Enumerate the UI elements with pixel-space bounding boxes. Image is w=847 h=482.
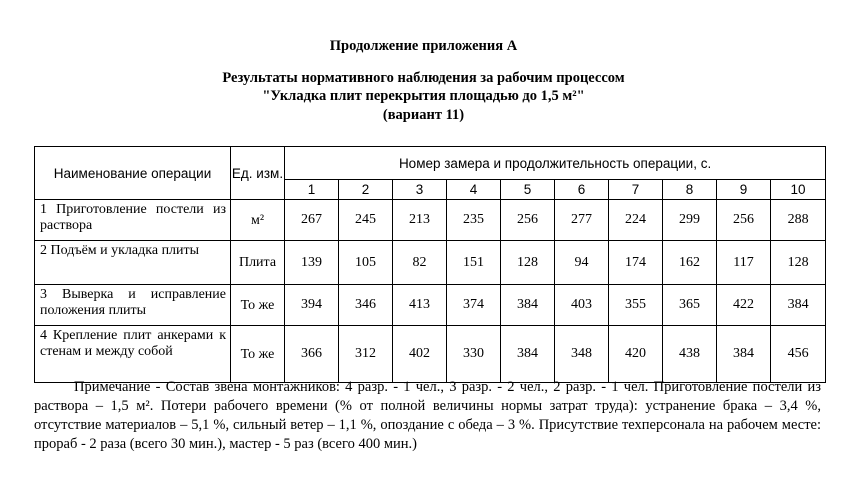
measurement-value: 94 — [555, 241, 609, 285]
measurement-value: 355 — [609, 285, 663, 326]
measurement-value: 128 — [501, 241, 555, 285]
measurement-value: 117 — [717, 241, 771, 285]
measurement-value: 174 — [609, 241, 663, 285]
measurement-value: 374 — [447, 285, 501, 326]
measurement-value: 288 — [771, 200, 826, 241]
operation-unit: Плита — [231, 241, 285, 285]
measurement-value: 413 — [393, 285, 447, 326]
appendix-heading: Продолжение приложения А — [329, 38, 518, 54]
measurement-value: 402 — [393, 326, 447, 383]
measurement-value: 384 — [771, 285, 826, 326]
header-number: 8 — [663, 180, 717, 200]
operation-name: 2 Подъём и укладка плиты — [35, 241, 231, 285]
measurement-value: 256 — [501, 200, 555, 241]
measurement-value: 330 — [447, 326, 501, 383]
measurement-value: 151 — [447, 241, 501, 285]
table-row — [35, 326, 826, 383]
operation-unit: То же — [231, 326, 285, 383]
header-number: 10 — [771, 180, 826, 200]
header-number: 2 — [339, 180, 393, 200]
operation-name: 3 Выверка и исправление положения плиты — [35, 285, 231, 326]
operation-unit: м² — [231, 200, 285, 241]
title-line-2: "Укладка плит перекрытия площадью до 1,5 м²" — [262, 88, 585, 104]
header-unit: Ед. изм. — [231, 147, 285, 200]
measurement-value: 346 — [339, 285, 393, 326]
measurement-value: 245 — [339, 200, 393, 241]
operation-name: 4 Крепление плит анкерами к стенам и между собой — [35, 326, 231, 383]
table-row — [35, 241, 826, 285]
header-number: 7 — [609, 180, 663, 200]
operation-name: 1 Приготовление постели из раствора — [35, 200, 231, 241]
measurement-value: 420 — [609, 326, 663, 383]
measurement-value: 384 — [501, 285, 555, 326]
measurement-value: 456 — [771, 326, 826, 383]
header-number: 9 — [717, 180, 771, 200]
measurement-value: 139 — [285, 241, 339, 285]
measurement-value: 82 — [393, 241, 447, 285]
header-measurement-group: Номер замера и продолжительность операции, с. — [285, 147, 826, 180]
header-operation-name: Наименование операции — [35, 147, 231, 200]
measurement-value: 128 — [771, 241, 826, 285]
title-line-1: Результаты нормативного наблюдения за рабочим процессом — [222, 70, 625, 86]
measurement-value: 366 — [285, 326, 339, 383]
table-row — [35, 200, 826, 241]
table-row — [35, 285, 826, 326]
measurement-value: 394 — [285, 285, 339, 326]
header-number: 4 — [447, 180, 501, 200]
measurement-value: 162 — [663, 241, 717, 285]
measurement-value: 384 — [717, 326, 771, 383]
header-number: 6 — [555, 180, 609, 200]
measurement-value: 224 — [609, 200, 663, 241]
header-number: 1 — [285, 180, 339, 200]
measurement-value: 365 — [663, 285, 717, 326]
measurement-value: 105 — [339, 241, 393, 285]
header-number: 3 — [393, 180, 447, 200]
measurement-value: 384 — [501, 326, 555, 383]
measurement-value: 277 — [555, 200, 609, 241]
measurement-value: 403 — [555, 285, 609, 326]
measurement-value: 299 — [663, 200, 717, 241]
footnote: Примечание - Состав звена монтажников: 4 разр. - 1 чел., 3 разр. - 2 чел., 2 разр. - 1 чел. Приготовление постели из раствора – 1,5 м². Потери рабочего времени (% от полной величины нормы затрат труда): устранение брака – 3,4 %, отсутствие материалов – 5,1 %, сильный ветер – 1,1 %, опоздание с обеда – 3 %. Присутствие техперсонала на рабочем месте: прораб - 2 раза (всего 30 мин.), мастер - 5 раз (всего 400 мин.) — [34, 379, 821, 452]
measurement-value: 422 — [717, 285, 771, 326]
measurement-value: 213 — [393, 200, 447, 241]
measurement-value: 312 — [339, 326, 393, 383]
observation-table — [34, 146, 826, 383]
measurement-value: 438 — [663, 326, 717, 383]
measurement-value: 348 — [555, 326, 609, 383]
header-number: 5 — [501, 180, 555, 200]
operation-unit: То же — [231, 285, 285, 326]
measurement-value: 267 — [285, 200, 339, 241]
variant-label: (вариант 11) — [382, 107, 465, 123]
measurement-value: 256 — [717, 200, 771, 241]
measurement-value: 235 — [447, 200, 501, 241]
